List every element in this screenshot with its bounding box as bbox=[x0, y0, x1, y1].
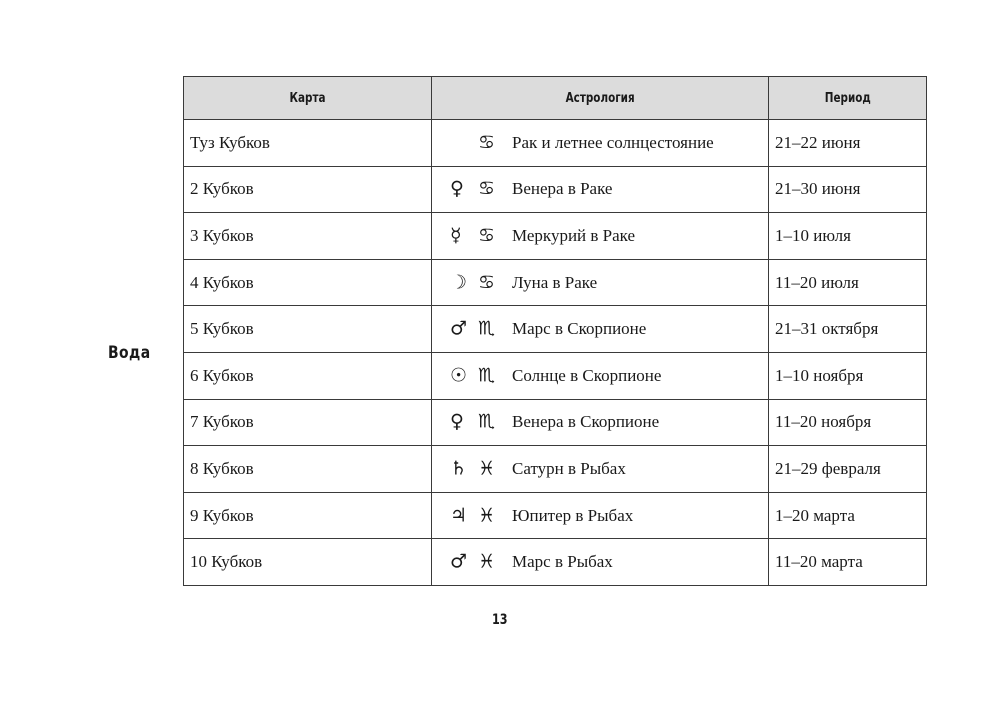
table-row bbox=[184, 166, 927, 213]
card-cell: 5 Кубков bbox=[184, 306, 432, 353]
scorpio-icon: ♏ bbox=[478, 410, 496, 433]
astrology-text: Рак и летнее солнцестояние bbox=[512, 132, 714, 152]
astrology-text: Венера в Скорпионе bbox=[512, 412, 660, 432]
mercury-icon: ☿ bbox=[450, 224, 462, 247]
pisces-icon: ♓ bbox=[478, 550, 496, 573]
table-row bbox=[184, 120, 927, 167]
astrology-text: Юпитер в Рыбах bbox=[512, 505, 634, 525]
table-row bbox=[184, 352, 927, 399]
astrology-cell bbox=[432, 539, 769, 586]
card-cell: 7 Кубков bbox=[184, 399, 432, 446]
pisces-icon: ♓ bbox=[478, 504, 496, 527]
astrology-text: Марс в Скорпионе bbox=[512, 319, 647, 339]
astrology-cell bbox=[432, 166, 769, 213]
card-cell: Туз Кубков bbox=[184, 120, 432, 167]
period-cell: 1–10 ноября bbox=[769, 352, 927, 399]
period-cell: 11–20 ноября bbox=[769, 399, 927, 446]
card-cell: 9 Кубков bbox=[184, 492, 432, 539]
astrology-text: Меркурий в Раке bbox=[512, 225, 636, 245]
astrology-cell bbox=[432, 352, 769, 399]
cancer-icon: ♋ bbox=[478, 131, 496, 154]
astrology-cell bbox=[432, 259, 769, 306]
scorpio-icon: ♏ bbox=[478, 317, 496, 340]
column-header-card: Карта bbox=[184, 77, 432, 120]
card-cell: 4 Кубков bbox=[184, 259, 432, 306]
saturn-icon: ♄ bbox=[450, 457, 468, 480]
period-cell: 1–20 марта bbox=[769, 492, 927, 539]
table-row bbox=[184, 213, 927, 260]
period-cell: 21–30 июня bbox=[769, 166, 927, 213]
astrology-cell bbox=[432, 399, 769, 446]
cancer-icon: ♋ bbox=[478, 271, 496, 294]
moon-icon: ☽ bbox=[450, 271, 468, 294]
page-number: 13 bbox=[492, 612, 508, 628]
venus-icon: ♀ bbox=[450, 410, 464, 433]
venus-icon: ♀ bbox=[450, 177, 464, 200]
table-row bbox=[184, 539, 927, 586]
table-header-row bbox=[184, 77, 927, 120]
period-cell: 1–10 июля bbox=[769, 213, 927, 260]
period-cell: 11–20 марта bbox=[769, 539, 927, 586]
card-cell: 10 Кубков bbox=[184, 539, 432, 586]
table-row bbox=[184, 446, 927, 493]
mars-icon: ♂ bbox=[450, 550, 468, 573]
card-cell: 8 Кубков bbox=[184, 446, 432, 493]
scorpio-icon: ♏ bbox=[478, 364, 496, 387]
card-cell: 2 Кубков bbox=[184, 166, 432, 213]
astrology-cell bbox=[432, 213, 769, 260]
astrology-cell bbox=[432, 492, 769, 539]
table-row bbox=[184, 259, 927, 306]
card-cell: 3 Кубков bbox=[184, 213, 432, 260]
cancer-icon: ♋ bbox=[478, 224, 496, 247]
table-row bbox=[184, 306, 927, 353]
astrology-cell bbox=[432, 446, 769, 493]
sun-icon: ☉ bbox=[450, 364, 468, 387]
table-row bbox=[184, 399, 927, 446]
astrology-text: Венера в Раке bbox=[512, 179, 613, 199]
card-cell: 6 Кубков bbox=[184, 352, 432, 399]
jupiter-icon: ♃ bbox=[450, 504, 468, 527]
column-header-astrology: Астрология bbox=[432, 77, 769, 120]
period-cell: 21–31 октября bbox=[769, 306, 927, 353]
astrology-text: Солнце в Скорпионе bbox=[512, 365, 662, 385]
period-cell: 21–22 июня bbox=[769, 120, 927, 167]
mars-icon: ♂ bbox=[450, 317, 468, 340]
column-header-period: Период bbox=[769, 77, 927, 120]
astrology-cell bbox=[432, 306, 769, 353]
period-cell: 21–29 февраля bbox=[769, 446, 927, 493]
cancer-icon: ♋ bbox=[478, 177, 496, 200]
astrology-text: Луна в Раке bbox=[512, 272, 598, 292]
pisces-icon: ♓ bbox=[478, 457, 496, 480]
period-cell: 11–20 июля bbox=[769, 259, 927, 306]
cups-astrology-table bbox=[183, 76, 927, 586]
astrology-text: Марс в Рыбах bbox=[512, 552, 613, 572]
side-label-water: Вода bbox=[108, 343, 151, 363]
astrology-cell bbox=[432, 120, 769, 167]
astrology-text: Сатурн в Рыбах bbox=[512, 458, 626, 478]
table-row bbox=[184, 492, 927, 539]
